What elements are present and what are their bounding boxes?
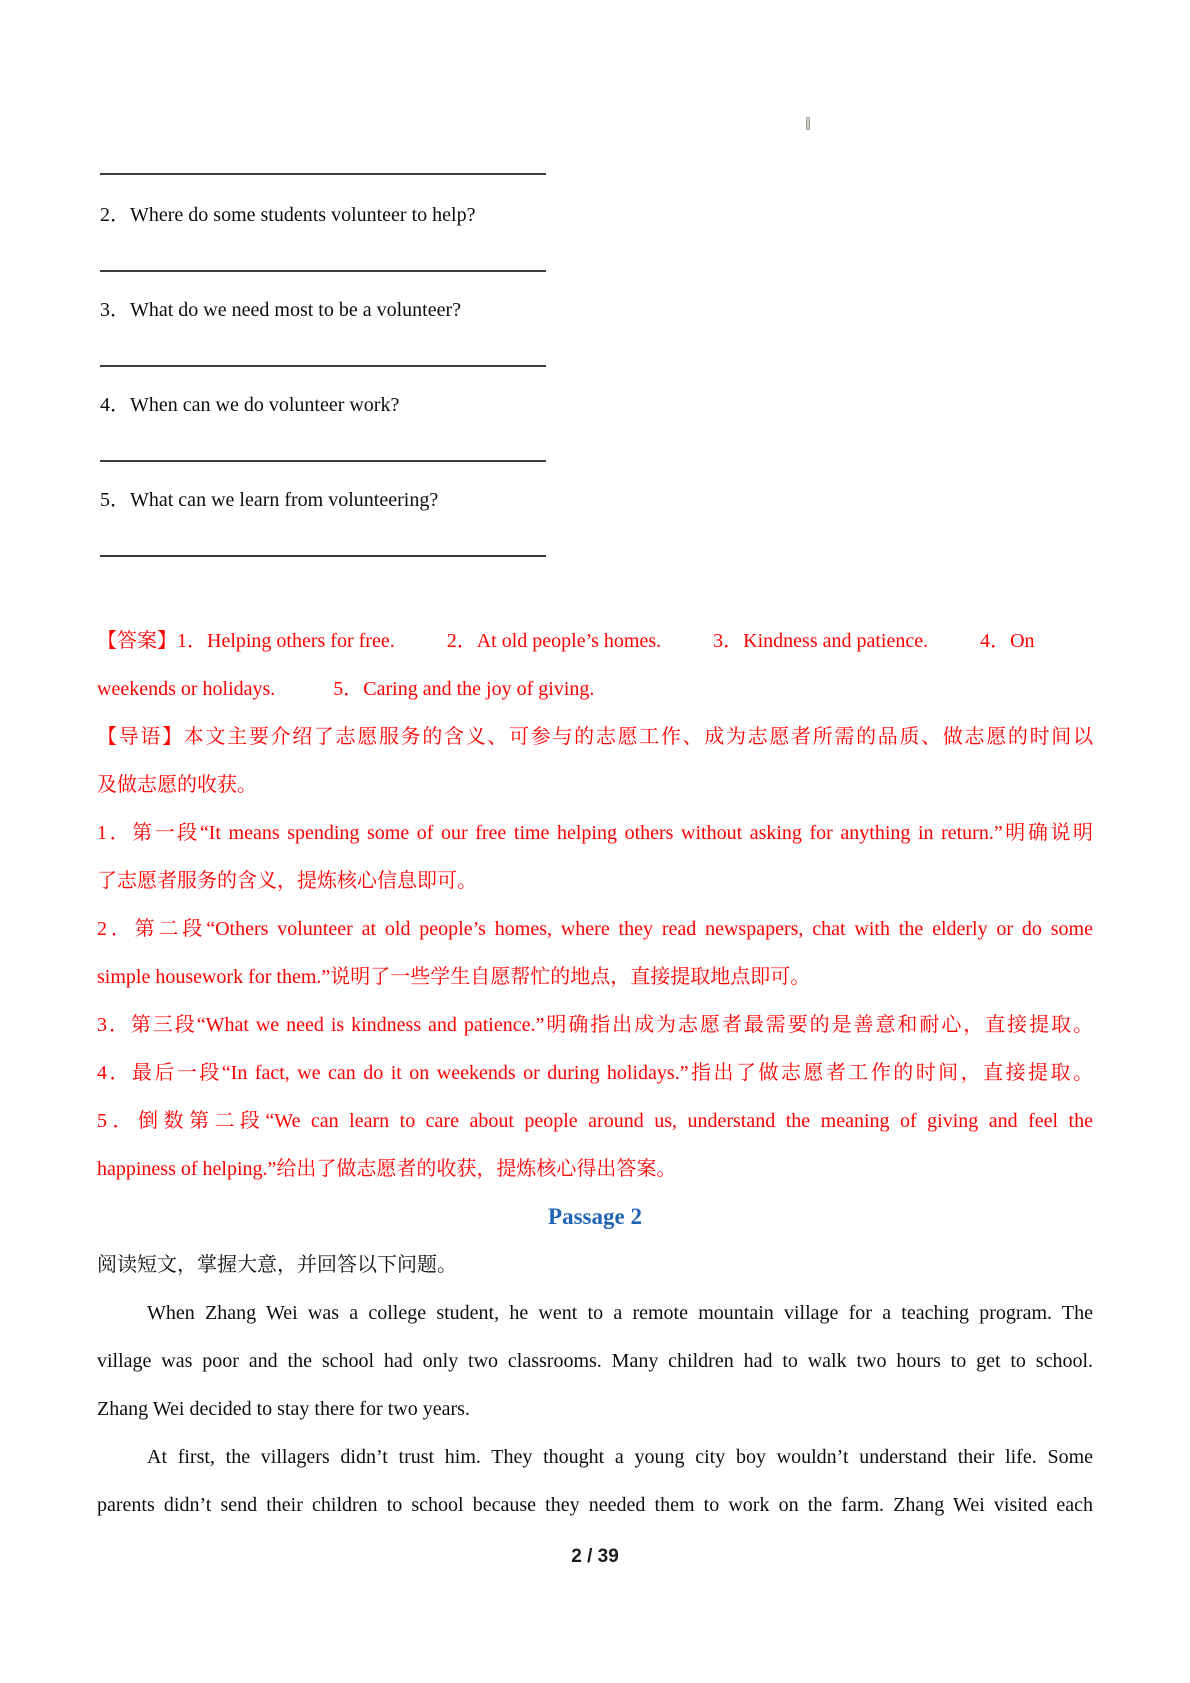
- passage-line: At first, the villagers didn’t trust him. They thought a young city boy wouldn’t understand their life. Some: [147, 1446, 1093, 1468]
- passage-line: parents didn’t send their children to school because they needed them to work on the farm. Zhang Wei visited each: [97, 1494, 1093, 1516]
- answer-4-start: 4．On: [980, 630, 1035, 652]
- scan-artifact-mark: [806, 117, 810, 130]
- answer-line: [97, 665, 1093, 713]
- answer-5: 5．Caring and the joy of giving.: [333, 678, 595, 700]
- answer-blank-line: [100, 365, 546, 367]
- passage-instructions: 阅读短文，掌握大意，并回答以下问题。: [97, 1254, 457, 1276]
- page-number: 2 / 39: [571, 1546, 619, 1567]
- analysis-line: 2．第二段“Others volunteer at old people’s homes, where they read newspapers, chat with the elderly or do some: [97, 918, 1093, 940]
- passage-line: Zhang Wei decided to stay there for two years.: [97, 1398, 470, 1420]
- analysis-line: 1．第一段“It means spending some of our free time helping others without asking for anything in return.”明确说明: [97, 822, 1093, 844]
- analysis-line: 5．倒数第二段“We can learn to care about people around us, understand the meaning of giving and feel the: [97, 1110, 1093, 1132]
- passage-2-heading: Passage 2: [548, 1204, 642, 1229]
- passage-2-body: [97, 1241, 1093, 1529]
- question-3: 3．What do we need most to be a volunteer?: [100, 299, 461, 321]
- passage-line: village was poor and the school had only two classrooms. Many children had to walk two hours to get to school.: [97, 1350, 1093, 1372]
- question-4: 4．When can we do volunteer work?: [100, 394, 400, 416]
- answer-4-end: weekends or holidays.: [97, 678, 276, 700]
- question-5: 5．What can we learn from volunteering?: [100, 489, 439, 511]
- passage-line: When Zhang Wei was a college student, he went to a remote mountain village for a teaching program. The: [147, 1302, 1093, 1324]
- analysis-line: simple housework for them.”说明了一些学生自愿帮忙的地点，直接提取地点即可。: [97, 966, 811, 988]
- answer-2: 2．At old people’s homes.: [446, 630, 662, 652]
- analysis-line: 【导语】本文主要介绍了志愿服务的含义、可参与的志愿工作、成为志愿者所需的品质、做志愿的时间以: [97, 726, 1093, 748]
- analysis-line: 3．第三段“What we need is kindness and patience.”明确指出成为志愿者最需要的是善意和耐心，直接提取。: [97, 1014, 1093, 1036]
- answer-key-block: [97, 617, 1093, 1193]
- analysis-line: 了志愿者服务的含义，提炼核心信息即可。: [97, 870, 477, 892]
- analysis-line: 及做志愿的收获。: [97, 774, 257, 796]
- answer-3: 3．Kindness and patience.: [713, 630, 929, 652]
- answer-key-label-and-answer-1: 【答案】1．Helping others for free.: [97, 630, 395, 652]
- answer-blank-line: [100, 270, 546, 272]
- answer-blank-line: [100, 555, 546, 557]
- answer-blank-line: [100, 460, 546, 462]
- answer-line: [97, 617, 1093, 665]
- answer-blank-line: [100, 173, 546, 175]
- question-2: 2．Where do some students volunteer to help?: [100, 204, 476, 226]
- analysis-line: 4．最后一段“In fact, we can do it on weekends or during holidays.”指出了做志愿者工作的时间，直接提取。: [97, 1062, 1093, 1084]
- analysis-line: happiness of helping.”给出了做志愿者的收获，提炼核心得出答案。: [97, 1158, 677, 1180]
